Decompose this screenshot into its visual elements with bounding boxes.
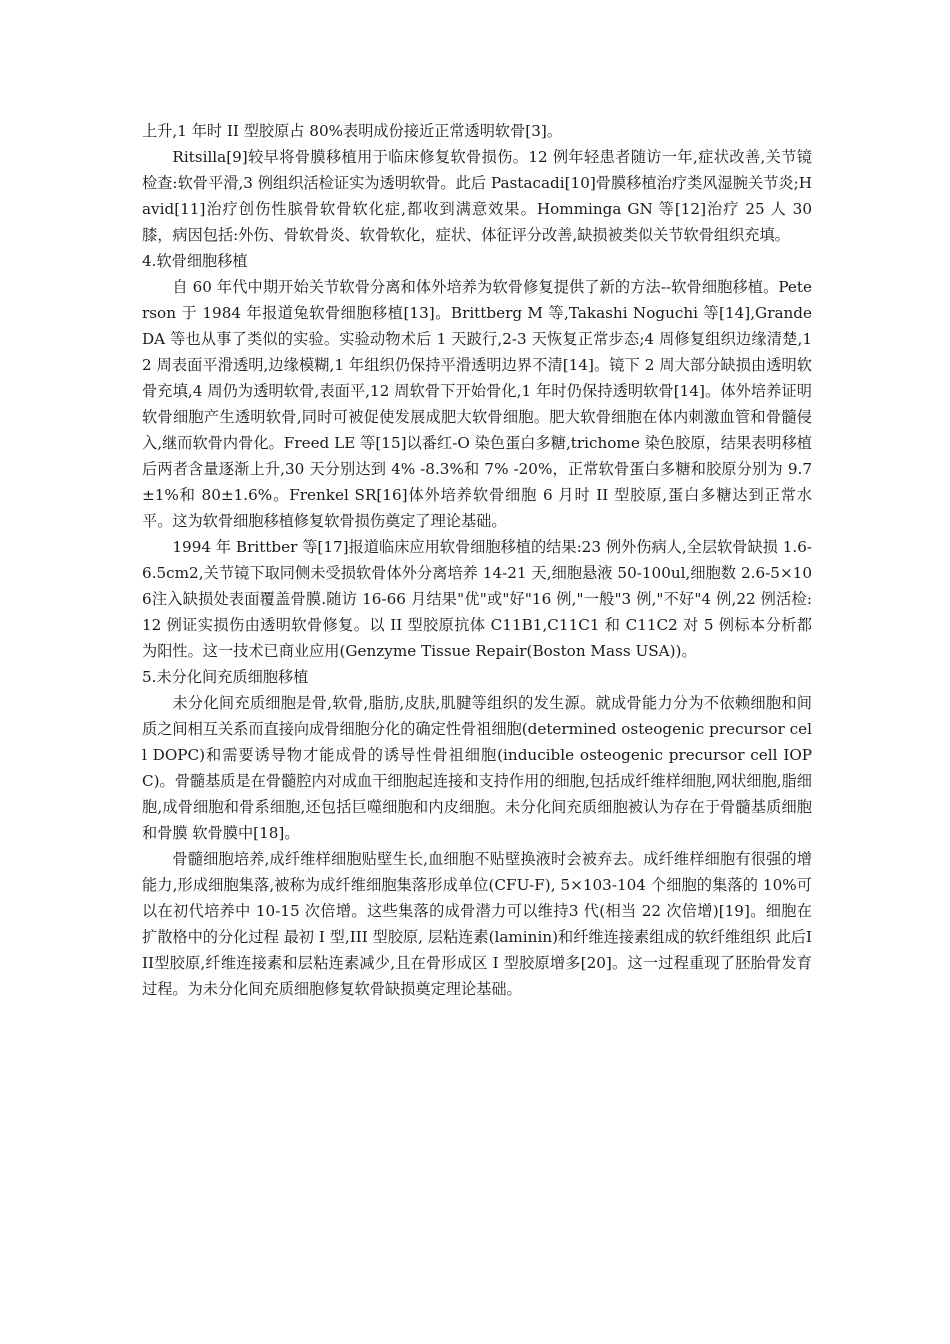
paragraph-mesenchymal-cells: 未分化间充质细胞是骨,软骨,脂肪,皮肤,肌腱等组织的发生源。就成骨能力分为不依赖细胞和间质之间相互关系而直接向成骨细胞分化的确定性骨祖细胞(determined osteogenic precursor cell DOPC)和需要诱导物才能成骨的诱导性骨祖细胞(inducible osteogenic precursor cell IOPC)。骨髓基质是在骨髓腔内对成血干细胞起连接和支持作用的细胞,包括成纤维样细胞,网状细胞,脂细胞,成骨细胞和骨系细胞,还包括巨噬细胞和内皮细胞。未分化间充质细胞被认为存在于骨髓基质细胞和骨膜 软骨膜中[18]。 — [142, 694, 813, 842]
paragraph-continuation: 上升,1 年时 II 型胶原占 80%表明成份接近正常透明软骨[3]。 — [142, 122, 563, 140]
paragraph-clinical-results: 1994 年 Brittber 等[17]报道临床应用软骨细胞移植的结果:23 例外伤病人,全层软骨缺损 1.6-6.5cm2,关节镜下取同侧未受损软骨体外分离培养 14-21 天,细胞悬液 50-100ul,细胞数 2.6-5×106注入缺损处表面覆盖骨膜.随访 16-66 月结果"优"或"好"16 例,"一般"3 例,"不好"4 例,22 例活检:12 例证实损伤由透明软骨修复。以 II 型胶原抗体 C11B1,C11C1 和 C11C2 对 5 例标本分析都为阳性。这一技术已商业应用(Genzyme Tissue Repair(Boston Mass USA))。 — [142, 538, 812, 660]
section-heading-mesenchymal-transplant: 5.未分化间充质细胞移植 — [142, 668, 309, 686]
paragraph-periosteum-transplant: Ritsilla[9]较早将骨膜移植用于临床修复软骨损伤。12 例年轻患者随访一年,症状改善,关节镜检查:软骨平滑,3 例组织活检证实为透明软骨。此后 Pastacadi[10]骨膜移植治疗类风湿腕关节炎;Havid[11]治疗创伤性膑骨软骨软化症,都收到满意效果。Homminga GN 等[12]治疗 25 人 30 膝，病因包括:外伤、骨软骨炎、软骨软化，症状、体征评分改善,缺损被类似关节软骨组织充填。 — [142, 148, 812, 244]
paragraph-marrow-culture: 骨髓细胞培养,成纤维样细胞贴壁生长,血细胞不贴壁换液时会被弃去。成纤维样细胞有很强的增能力,形成细胞集落,被称为成纤维细胞集落形成单位(CFU-F), 5×103-104 个细胞的集落的 10%可以在初代培养中 10-15 次倍增。这些集落的成骨潜力可以维持3 代(相当 22 次倍增)[19]。细胞在扩散格中的分化过程 最初 I 型,III 型胶原, 层粘连素(laminin)和纤维连接素组成的软纤维组织 此后III型胶原,纤维连接素和层粘连素减少,且在骨形成区 I 型胶原增多[20]。这一过程重现了胚胎骨发育过程。为未分化间充质细胞修复软骨缺损奠定理论基础。 — [142, 850, 812, 998]
document-body — [142, 118, 812, 1002]
section-heading-chondrocyte-transplant: 4.软骨细胞移植 — [142, 252, 248, 270]
paragraph-chondrocyte-experiments: 自 60 年代中期开始关节软骨分离和体外培养为软骨修复提供了新的方法--软骨细胞移植。Peterson 于 1984 年报道兔软骨细胞移植[13]。Brittberg M 等,Takashi Noguchi 等[14],Grande DA 等也从事了类似的实验。实验动物术后 1 天跛行,2-3 天恢复正常步态;4 周修复组织边缘清楚,12 周表面平滑透明,边缘模糊,1 年组织仍保持平滑透明边界不清[14]。镜下 2 周大部分缺损由透明软骨充填,4 周仍为透明软骨,表面平,12 周软骨下开始骨化,1 年时仍保持透明软骨[14]。体外培养证明软骨细胞产生透明软骨,同时可被促使发展成肥大软骨细胞。肥大软骨细胞在体内刺激血管和骨髓侵入,继而软骨内骨化。Freed LE 等[15]以番红-O 染色蛋白多糖,trichome 染色胶原，结果表明移植后两者含量逐渐上升,30 天分别达到 4% -8.3%和 7% -20%，正常软骨蛋白多糖和胶原分别为 9.7±1%和 80±1.6%。Frenkel SR[16]体外培养软骨细胞 6 月时 II 型胶原,蛋白多糖达到正常水平。这为软骨细胞移植修复软骨损伤奠定了理论基础。 — [142, 278, 812, 530]
